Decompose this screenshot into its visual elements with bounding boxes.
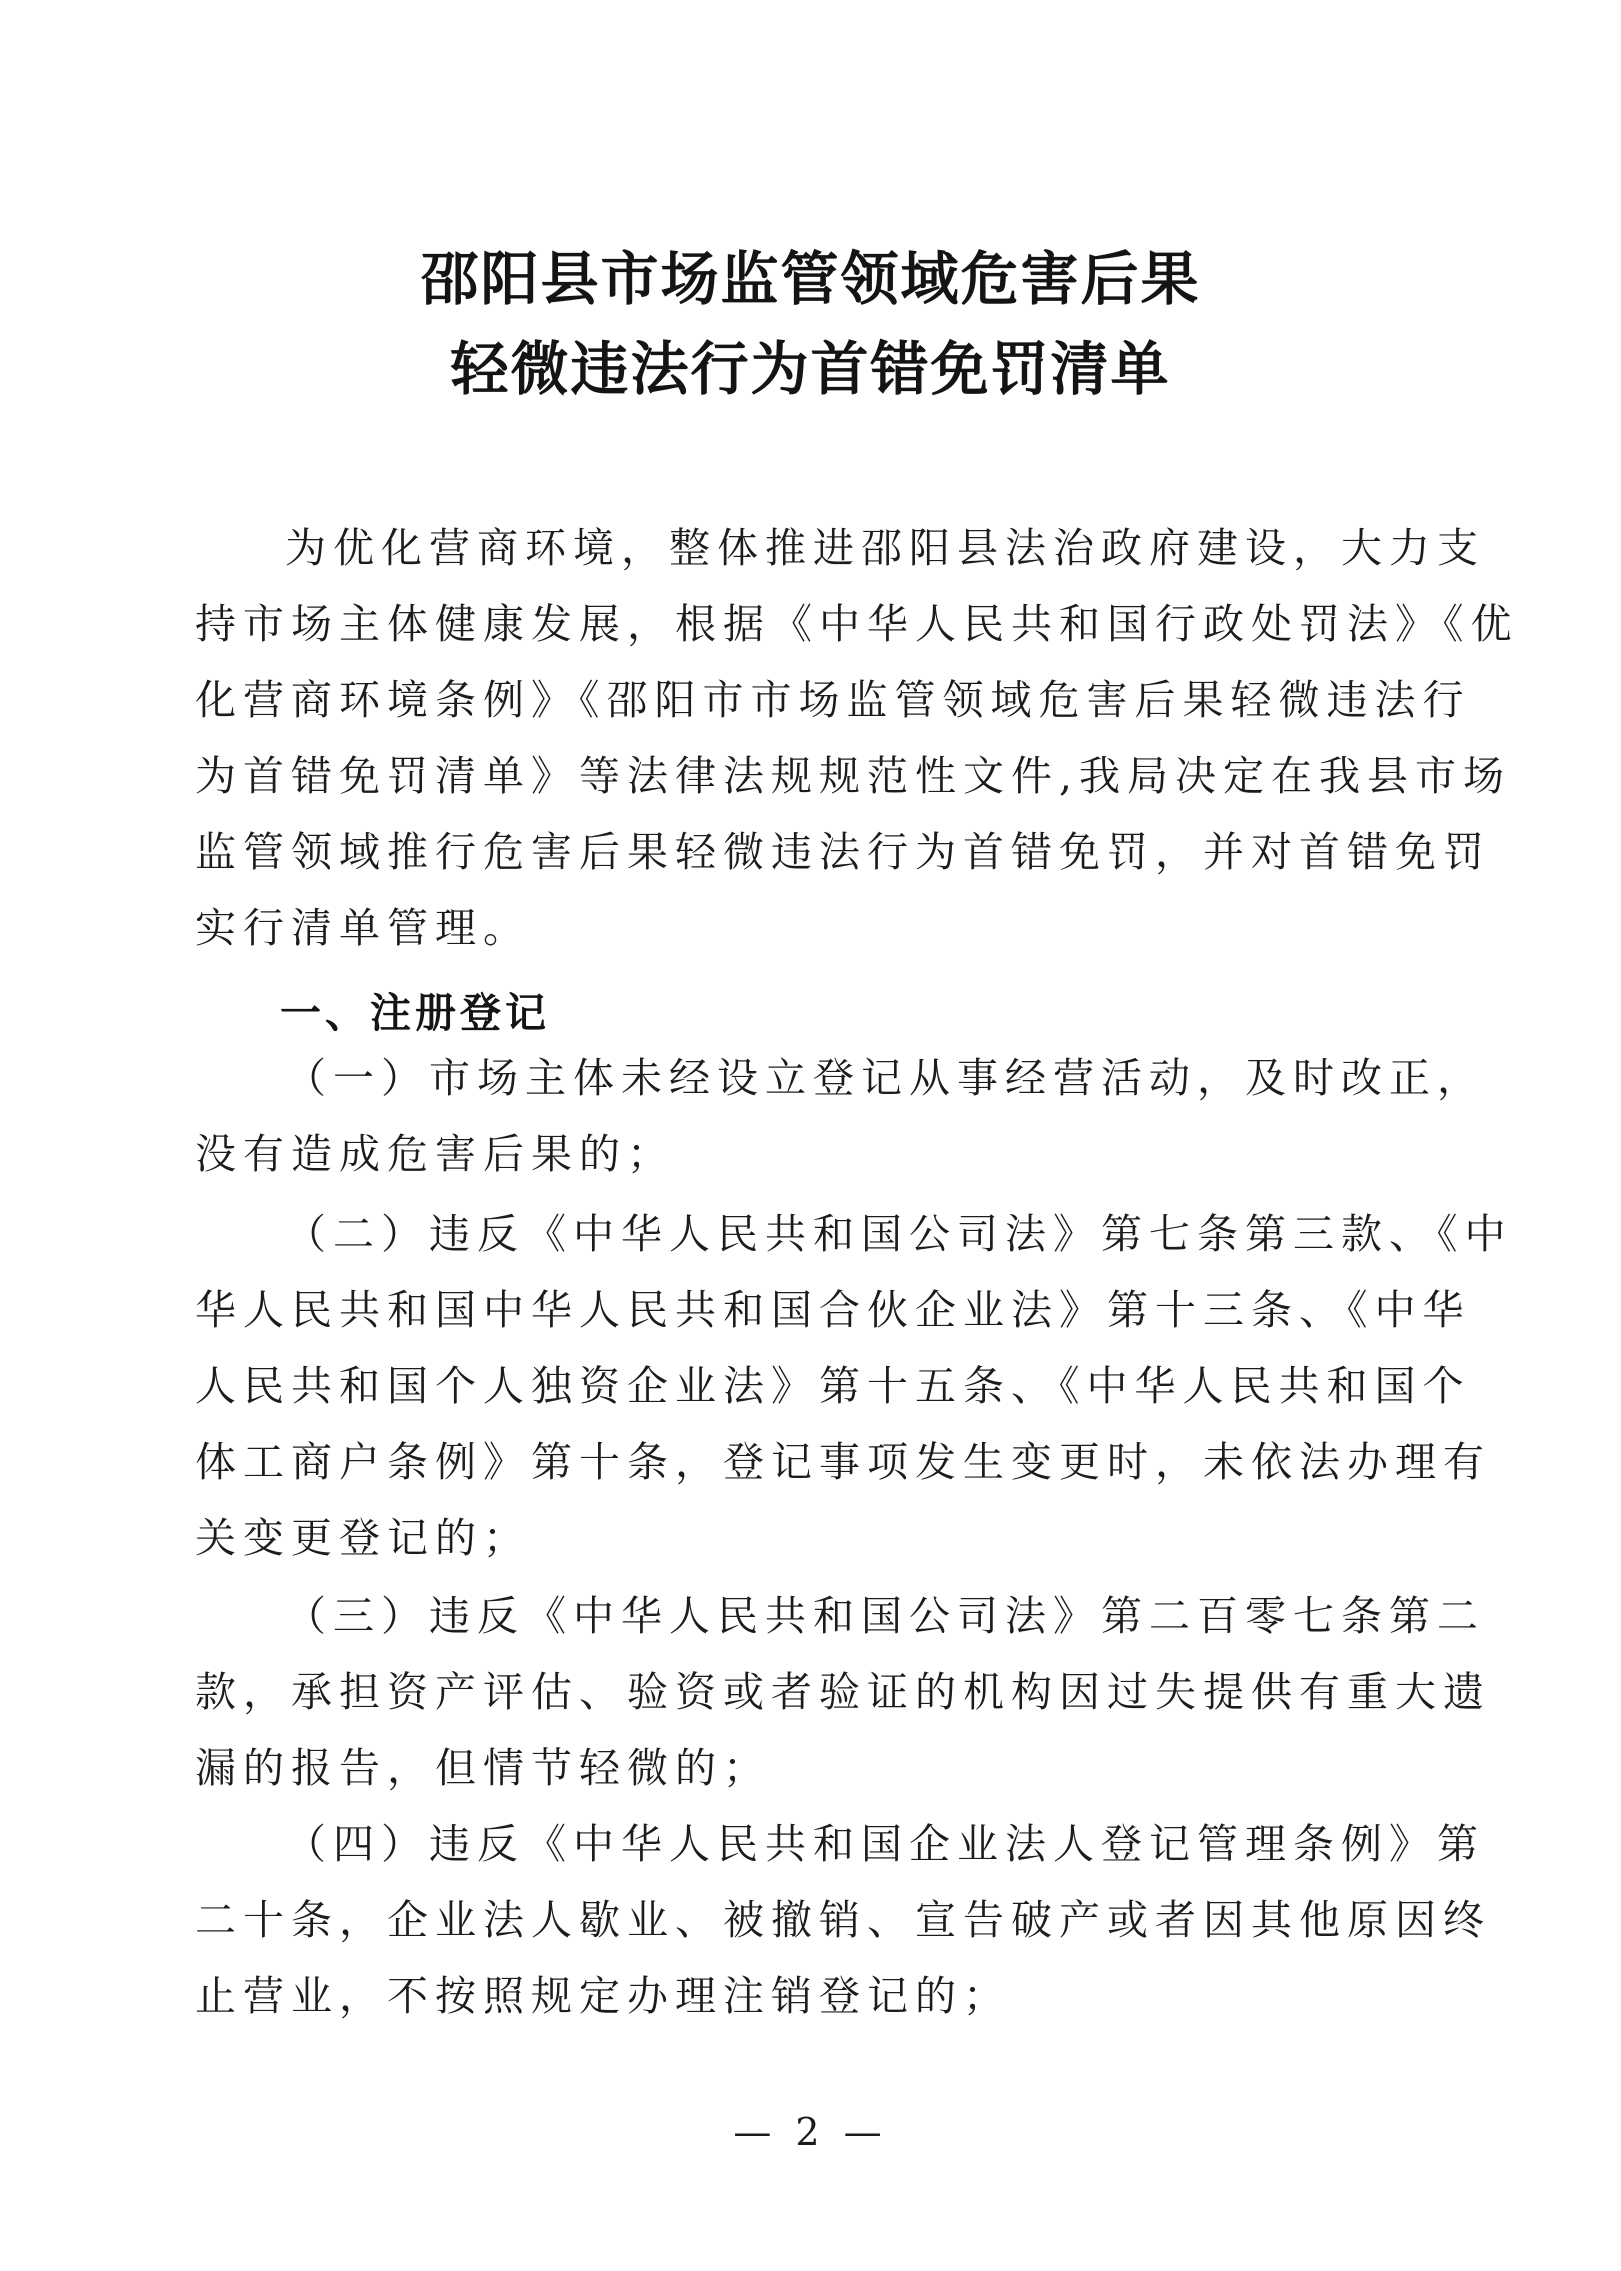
intro-line-2: 持市场主体健康发展，根据《中华人民共和国行政处罚法》《优 xyxy=(195,600,1519,648)
item-1-line-1: （一）市场主体未经设立登记从事经营活动，及时改正， xyxy=(285,1054,1485,1102)
intro-line-4: 为首错免罚清单》等法律法规规范性文件,我局决定在我县市场 xyxy=(195,752,1512,800)
item-2-line-2: 华人民共和国中华人民共和国合伙企业法》第十三条、《中华 xyxy=(195,1286,1471,1334)
section-heading-registration: 一、注册登记 xyxy=(280,989,550,1037)
page-number: — 2 — xyxy=(733,2110,888,2154)
intro-line-5: 监管领域推行危害后果轻微违法行为首错免罚，并对首错免罚 xyxy=(195,828,1491,876)
item-4-line-2: 二十条，企业法人歇业、被撤销、宣告破产或者因其他原因终 xyxy=(195,1896,1491,1944)
document-title-line-2: 轻微违法行为首错免罚清单 xyxy=(450,335,1171,403)
intro-line-6: 实行清单管理。 xyxy=(195,904,531,952)
item-2-line-1: （二）违反《中华人民共和国公司法》第七条第三款、《中 xyxy=(285,1210,1513,1258)
item-2-line-5: 关变更登记的； xyxy=(195,1514,531,1562)
item-4-line-3: 止营业，不按照规定办理注销登记的； xyxy=(195,1972,1011,2020)
intro-line-3: 化营商环境条例》《邵阳市市场监管领域危害后果轻微违法行 xyxy=(195,676,1471,724)
intro-line-1: 为优化营商环境，整体推进邵阳县法治政府建设，大力支 xyxy=(285,524,1485,572)
item-3-line-1: （三）违反《中华人民共和国公司法》第二百零七条第二 xyxy=(285,1592,1485,1640)
item-2-line-3: 人民共和国个人独资企业法》第十五条、《中华人民共和国个 xyxy=(195,1362,1471,1410)
item-3-line-3: 漏的报告，但情节轻微的； xyxy=(195,1744,771,1792)
document-title-line-1: 邵阳县市场监管领域危害后果 xyxy=(420,245,1201,313)
item-1-line-2: 没有造成危害后果的； xyxy=(195,1130,675,1178)
item-2-line-4: 体工商户条例》第十条，登记事项发生变更时，未依法办理有 xyxy=(195,1438,1491,1486)
item-4-line-1: （四）违反《中华人民共和国企业法人登记管理条例》第 xyxy=(285,1820,1485,1868)
item-3-line-2: 款，承担资产评估、验资或者验证的机构因过失提供有重大遗 xyxy=(195,1668,1491,1716)
